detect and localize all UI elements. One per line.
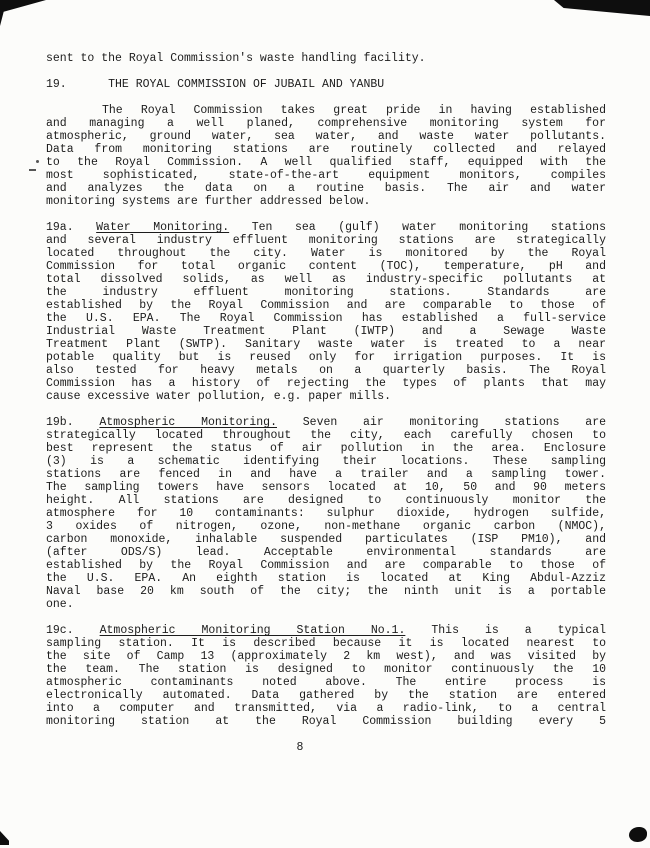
text-segment: to the Royal Commission. A well qualified staff, equipped with the xyxy=(46,156,606,169)
section-19b-atmospheric-monitoring xyxy=(46,416,606,611)
text-line xyxy=(46,104,606,117)
text-segment: monitoring station at the Royal Commission building every 5 xyxy=(46,715,606,728)
text-segment: the industry effluent monitoring stations. Standards are xyxy=(46,286,606,299)
text-line xyxy=(46,689,606,702)
page-content xyxy=(46,52,606,754)
text-line xyxy=(46,299,606,312)
text-line xyxy=(46,533,606,546)
text-segment: the U.S. EPA. The Royal Commission has established a full-service xyxy=(46,312,606,325)
text-segment: (3) is a schematic identifying their locations. These sampling xyxy=(46,455,606,468)
text-segment: 19b. xyxy=(46,416,100,429)
section-19a-water-monitoring xyxy=(46,221,606,403)
text-segment: stations are fenced in and have a trailer and a sampling tower. xyxy=(46,468,606,481)
text-segment: Industrial Waste Treatment Plant (IWTP) and a Sewage Waste xyxy=(46,325,606,338)
text-segment: strategically located throughout the city, each carefully chosen to xyxy=(46,429,606,442)
text-segment: established by the Royal Commission and are comparable to those of xyxy=(46,299,606,312)
scan-speck xyxy=(29,169,36,171)
text-segment: The sampling towers have sensors located at 10, 50 and 90 meters xyxy=(46,481,606,494)
text-line xyxy=(46,559,606,572)
text-line xyxy=(46,364,606,377)
section-19c-monitoring-station-no1 xyxy=(46,624,606,728)
text-line xyxy=(46,390,606,403)
text-line xyxy=(46,416,606,429)
text-line xyxy=(46,585,606,598)
text-segment: electronically automated. Data gathered by the station are entered xyxy=(46,689,606,702)
text-segment: atmospheric, ground water, sea water, and waste water pollutants. xyxy=(46,130,606,143)
text-segment: and managing a well planed, comprehensive monitoring system for xyxy=(46,117,606,130)
text-segment: cause excessive water pollution, e.g. paper mills. xyxy=(46,390,392,403)
text-line xyxy=(46,572,606,585)
text-line xyxy=(46,78,606,91)
text-segment: established by the Royal Commission and are comparable to those of xyxy=(46,559,606,572)
text-segment: the team. The station is designed to monitor continuously the 10 xyxy=(46,663,606,676)
text-segment: sent to the Royal Commission's waste handling facility. xyxy=(46,52,426,65)
text-segment: and analyzes the data on a routine basis. The air and water xyxy=(46,182,606,195)
text-segment: 3 oxides of nitrogen, ozone, non-methane organic carbon (NMOC), xyxy=(46,520,606,533)
text-segment: total dissolved solids, as well as industry-specific pollutants at xyxy=(46,273,606,286)
text-line xyxy=(46,234,606,247)
text-line xyxy=(46,286,606,299)
text-line xyxy=(46,546,606,559)
scan-artifact-top-left-corner xyxy=(0,0,46,26)
text-line xyxy=(46,598,606,611)
text-line xyxy=(46,182,606,195)
text-line xyxy=(46,637,606,650)
text-line xyxy=(46,117,606,130)
scan-artifact-bottom-right-corner xyxy=(629,827,647,842)
text-line xyxy=(46,247,606,260)
text-line xyxy=(46,676,606,689)
text-line xyxy=(46,351,606,364)
text-line xyxy=(46,130,606,143)
text-segment: atmospheric contaminants noted above. The entire process is xyxy=(46,676,606,689)
text-segment: (after ODS/S) lead. Acceptable environmental standards are xyxy=(46,546,606,559)
text-segment: atmosphere for 10 contaminants: sulphur dioxide, hydrogen sulfide, xyxy=(46,507,606,520)
text-segment: most sophisticated, state-of-the-art equipment monitors, compiles xyxy=(46,169,606,182)
text-line xyxy=(46,325,606,338)
text-segment: Treatment Plant (SWTP). Sanitary waste water is treated to a near xyxy=(46,338,606,351)
text-segment: The Royal Commission takes great pride in having established xyxy=(102,104,606,117)
text-line xyxy=(46,156,606,169)
text-line xyxy=(46,702,606,715)
text-line xyxy=(46,338,606,351)
section-19-heading xyxy=(46,78,606,91)
text-segment: Naval base 20 km south of the city; the ninth unit is a portable xyxy=(46,585,606,598)
continuation-paragraph xyxy=(46,52,606,65)
scan-speck xyxy=(36,160,39,163)
text-line xyxy=(46,494,606,507)
underlined-heading: Atmospheric Monitoring. xyxy=(99,416,277,429)
text-line xyxy=(46,507,606,520)
text-segment: 19. THE ROYAL COMMISSION OF JUBAIL AND YANBU xyxy=(46,78,385,91)
text-segment: into a computer and transmitted, via a radio-link, to a central xyxy=(46,702,606,715)
text-segment: and several industry effluent monitoring stations are strategically xyxy=(46,234,606,247)
text-segment: Ten sea (gulf) water monitoring stations xyxy=(229,221,606,234)
page-number: 8 xyxy=(296,741,304,754)
text-segment: the site of Camp 13 (approximately 2 km west), and was visited by xyxy=(46,650,606,663)
text-line xyxy=(46,429,606,442)
text-line xyxy=(46,260,606,273)
text-line xyxy=(46,143,606,156)
text-segment: located throughout the city. Water is monitored by the Royal xyxy=(46,247,606,260)
text-segment: potable quality but is reused only for irrigation purposes. It is xyxy=(46,351,606,364)
text-segment: Commission has a history of rejecting the types of plants that may xyxy=(46,377,606,390)
text-segment: height. All stations are designed to continuously monitor the xyxy=(46,494,606,507)
text-segment: sampling station. It is described because it is located nearest to xyxy=(46,637,606,650)
text-segment: Commission for total organic content (TOC), temperature, pH and xyxy=(46,260,606,273)
text-line xyxy=(46,468,606,481)
underlined-heading: Water Monitoring. xyxy=(96,221,230,234)
text-line xyxy=(46,442,606,455)
text-line xyxy=(46,273,606,286)
text-line xyxy=(46,650,606,663)
text-segment: Data from monitoring stations are routinely collected and relayed xyxy=(46,143,606,156)
text-segment: carbon monoxide, inhalable suspended particulates (ISP PM10), and xyxy=(46,533,606,546)
text-line xyxy=(46,377,606,390)
scan-artifact-top-right-corner xyxy=(554,0,650,16)
text-line xyxy=(46,455,606,468)
text-segment: the U.S. EPA. An eighth station is located at King Abdul-Azziz xyxy=(46,572,606,585)
text-segment: best represent the status of air pollution in the area. Enclosure xyxy=(46,442,606,455)
text-line xyxy=(46,221,606,234)
text-line xyxy=(46,481,606,494)
text-line xyxy=(46,312,606,325)
section-19-intro-paragraph xyxy=(46,104,606,208)
document-blocks xyxy=(46,52,606,728)
text-line xyxy=(46,715,606,728)
text-line xyxy=(46,520,606,533)
text-segment: 19a. xyxy=(46,221,97,234)
text-line xyxy=(46,663,606,676)
text-line xyxy=(46,169,606,182)
underlined-heading: Atmospheric Monitoring Station No.1. xyxy=(99,624,406,637)
text-line xyxy=(46,52,606,65)
text-line xyxy=(46,624,606,637)
text-segment: one. xyxy=(46,598,74,611)
text-segment: This is a typical xyxy=(405,624,606,637)
text-segment: 19c. xyxy=(46,624,100,637)
scan-artifact-bottom-left-corner xyxy=(0,831,9,845)
text-line xyxy=(46,195,606,208)
text-segment: also tested for heavy metals on a quarterly basis. The Royal xyxy=(46,364,606,377)
text-segment: monitoring systems are further addressed below. xyxy=(46,195,371,208)
text-segment: Seven air monitoring stations are xyxy=(277,416,607,429)
